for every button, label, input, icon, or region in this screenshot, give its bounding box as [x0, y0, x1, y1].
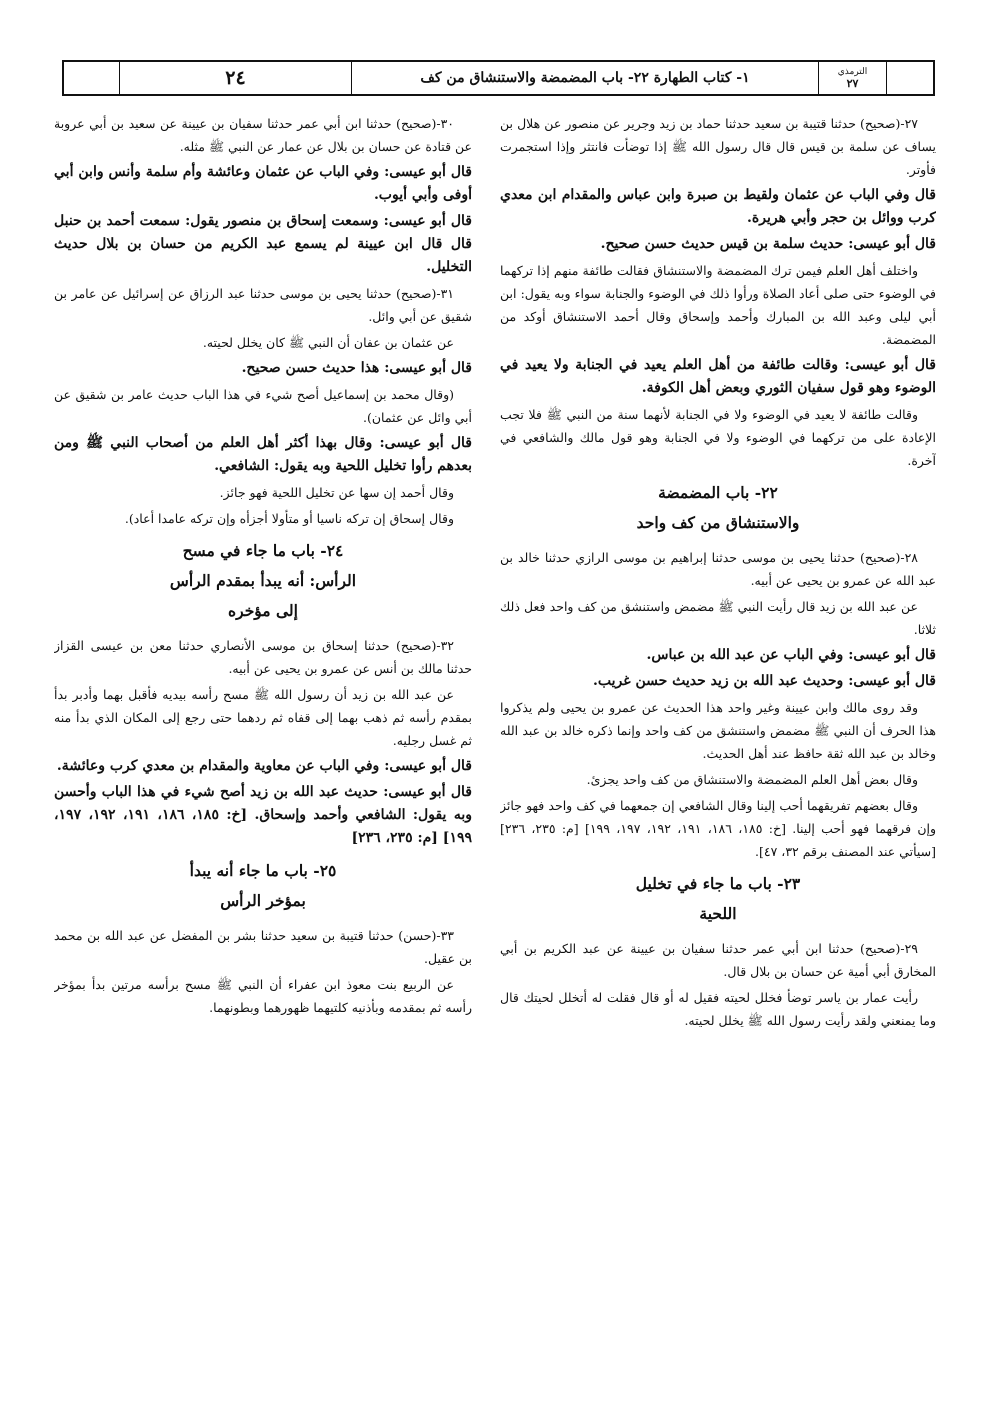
chapter-heading-line: والاستنشاق من كف واحد: [636, 513, 800, 532]
header-spacer-left: [64, 62, 119, 94]
hadith-paragraph: وقال بعض أهل العلم المضمضة والاستنشاق من كف واحد يجزئ.: [586, 772, 918, 787]
hadith-paragraph: وقال بعضهم تفريقهما أحب إلينا وقال الشافعي إن جمعهما في كف واحد فهو جائز وإن فرقهما فهو أحب إلينا. [خ: ١٨٥، ١٨٦، ١٩١، ١٩٢، ١٩٧، ١٩٩] [م: ٢٣٥، ٢٣٦] [سيأتي عند المصنف برقم ٣٢، ٤٧].: [500, 798, 936, 859]
commentary-paragraph: قال أبو عيسى: وسمعت إسحاق بن منصور يقول: سمعت أحمد بن حنبل قال قال ابن عيينة لم يسمع عبد الكريم من حسان بن بلال حديث التخليل.: [54, 213, 472, 275]
hadith-paragraph: عن عبد الله بن زيد أن رسول الله ﷺ مسح رأسه بيديه فأقبل بهما وأدبر بدأ بمقدم رأسه ثم ذهب بهما إلى قفاه ثم ردهما حتى رجع إلى المكان الذي بدأ منه ثم غسل رجليه.: [54, 687, 472, 748]
hadith-paragraph: ٢٩-(صحيح) حدثنا ابن أبي عمر حدثنا سفيان بن عيينة عن عبد الكريم بن أبي المخارق أبي أمية عن حسان بن بلال قال.: [500, 941, 936, 979]
chapter-heading-line: الرأس: أنه يبدأ بمقدم الرأس: [169, 571, 357, 590]
commentary-paragraph: قال أبو عيسى: وقالت طائفة من أهل العلم يعيد في الجنابة ولا يعيد في الوضوء وهو قول سفيان الثوري وبعض أهل الكوفة.: [500, 357, 936, 396]
right-text-column: [500, 112, 936, 1382]
chapter-heading: [54, 856, 472, 916]
commentary-paragraph: قال أبو عيسى: وفي الباب عن معاوية والمقدام بن معدي كرب وعائشة.: [56, 758, 472, 774]
chapter-heading: [500, 869, 936, 929]
commentary-paragraph: قال أبو عيسى: وفي الباب عن عثمان وعائشة وأم سلمة وأنس وابن أبي أوفى وأبي أيوب.: [54, 164, 472, 203]
commentary-paragraph: قال وفي الباب عن عثمان ولقيط بن صبرة وابن عباس والمقدام ابن معدي كرب ووائل بن حجر وأبي هريرة.: [500, 187, 936, 226]
hadith-paragraph: ٣٠-(صحيح) حدثنا ابن أبي عمر حدثنا سفيان بن عيينة عن سعيد بن أبي عروبة عن قتادة عن حسان بن بلال عن عمار عن النبي ﷺ مثله.: [54, 116, 472, 154]
chapter-heading: [500, 478, 936, 538]
hadith-paragraph: ٣٣-(حسن) حدثنا قتيبة بن سعيد حدثنا بشر بن المفضل عن عبد الله بن محمد بن عقيل.: [54, 928, 472, 966]
book-name: الترمذي: [837, 67, 868, 77]
hadith-paragraph: عن عثمان بن عفان أن النبي ﷺ كان يخلل لحيته.: [202, 335, 454, 350]
left-text-column: [54, 112, 472, 1382]
commentary-paragraph: قال أبو عيسى: وفي الباب عن عبد الله بن عباس.: [646, 647, 936, 663]
hadith-paragraph: ٢٧-(صحيح) حدثنا قتيبة بن سعيد حدثنا حماد بن زيد وجرير عن منصور عن هلال بن يساف عن سلمة بن قيس قال قال رسول الله ﷺ إذا توضأت فانتثر وإذا استجمرت فأوتر.: [500, 116, 936, 177]
commentary-paragraph: قال أبو عيسى: حديث عبد الله بن زيد أصح شيء في هذا الباب وأحسن وبه يقول: الشافعي وأحمد وإسحاق. [خ: ١٨٥، ١٨٦، ١٩١، ١٩٢، ١٩٧، ١٩٩] [م: ٢٣٥، ٢٣٦]: [54, 784, 472, 846]
commentary-paragraph: قال أبو عيسى: وقال بهذا أكثر أهل العلم من أصحاب النبي ﷺ ومن بعدهم رأوا تخليل اللحية وبه يقول: الشافعي.: [54, 435, 472, 474]
hadith-paragraph: ٢٨-(صحيح) حدثنا يحيى بن موسى حدثنا إبراهيم بن موسى الرازي حدثنا خالد بن عبد الله عن عمرو بن يحيى عن أبيه.: [500, 550, 936, 588]
chapter-heading-line: ٢٣- باب ما جاء في تخليل: [635, 874, 801, 893]
header-spacer-right: [886, 62, 933, 94]
hadith-paragraph: ٣٢-(صحيح) حدثنا إسحاق بن موسى الأنصاري حدثنا معن بن عيسى القزاز حدثنا مالك بن أنس عن عمرو بن يحيى عن أبيه.: [54, 638, 472, 676]
hadith-paragraph: عن الربيع بنت معوذ ابن عفراء أن النبي ﷺ مسح برأسه مرتين بدأ بمؤخر رأسه ثم بمقدمه وبأذنيه كلتيهما ظهورهما وبطونهما.: [54, 977, 472, 1015]
chapter-heading-line: ٢٤- باب ما جاء في مسح: [182, 541, 344, 560]
commentary-paragraph: قال أبو عيسى: وحديث عبد الله بن زيد حديث حسن غريب.: [593, 673, 936, 689]
hadith-paragraph: عن عبد الله بن زيد قال رأيت النبي ﷺ مضمض واستنشق من كف واحد فعل ذلك ثلاثا.: [500, 599, 936, 637]
hadith-paragraph: وقد روى مالك وابن عيينة وغير واحد هذا الحديث عن عمرو بن يحيى ولم يذكروا هذا الحرف أن النبي ﷺ مضمض واستنشق من كف واحد وإنما ذكره خالد بن عبد الله وخالد بن عبد الله ثقة حافظ عند أهل الحديث.: [500, 700, 936, 761]
chapter-heading-line: ٢٥- باب ما جاء أنه يبدأ: [189, 861, 337, 880]
book-label: [818, 62, 886, 94]
chapter-heading-line: ٢٢- باب المضمضة: [658, 483, 778, 502]
hadith-paragraph: ٣١-(صحيح) حدثنا يحيى بن موسى حدثنا عبد الرزاق عن إسرائيل عن عامر بن شقيق عن أبي وائل.: [54, 286, 472, 324]
hadith-paragraph: وقال إسحاق إن تركه ناسيا أو متأولا أجزأه وإن تركه عامدا أعاد).: [124, 511, 454, 526]
page-number: ٢٤: [119, 62, 351, 94]
hadith-paragraph: وقالت طائفة لا يعيد في الوضوء ولا في الجنابة لأنهما سنة من النبي ﷺ فلا تجب الإعادة على من تركهما في الوضوء ولا في الجنابة وهو قول مالك والشافعي في آخرة.: [500, 407, 936, 468]
book-page-number: ٢٧: [846, 77, 859, 90]
hadith-paragraph: (وقال محمد بن إسماعيل أصح شيء في هذا الباب حديث عامر بن شقيق عن أبي وائل عن عثمان).: [54, 387, 472, 425]
hadith-paragraph: رأيت عمار بن ياسر توضأ فخلل لحيته فقيل له أو قال فقلت له أتخلل لحيتك قال وما يمنعني ولقد رأيت رسول الله ﷺ يخلل لحيته.: [500, 990, 936, 1028]
commentary-paragraph: قال أبو عيسى: حديث سلمة بن قيس حديث حسن صحيح.: [600, 236, 936, 252]
chapter-heading-line: اللحية: [699, 904, 737, 923]
chapter-heading-line: بمؤخر الرأس: [220, 891, 306, 910]
hadith-paragraph: واختلف أهل العلم فيمن ترك المضمضة والاستنشاق فقالت طائفة منهم إذا تركهما في الوضوء حتى صلى أعاد الصلاة ورأوا ذلك في الوضوء والجنابة سواء وبه يقول: ابن أبي ليلى وعبد الله بن المبارك وأحمد وإسحاق وقال أحمد الاستنشاق أوكد من المضمضة.: [500, 263, 936, 347]
page-header: [62, 60, 935, 96]
chapter-heading: [54, 536, 472, 626]
commentary-paragraph: قال أبو عيسى: هذا حديث حسن صحيح.: [241, 360, 472, 376]
running-title: ١- كتاب الطهارة ٢٢- باب المضمضة والاستنشاق من كف: [351, 62, 818, 94]
chapter-heading-line: إلى مؤخره: [228, 601, 298, 620]
hadith-paragraph: وقال أحمد إن سها عن تخليل اللحية فهو جائز.: [219, 485, 454, 500]
